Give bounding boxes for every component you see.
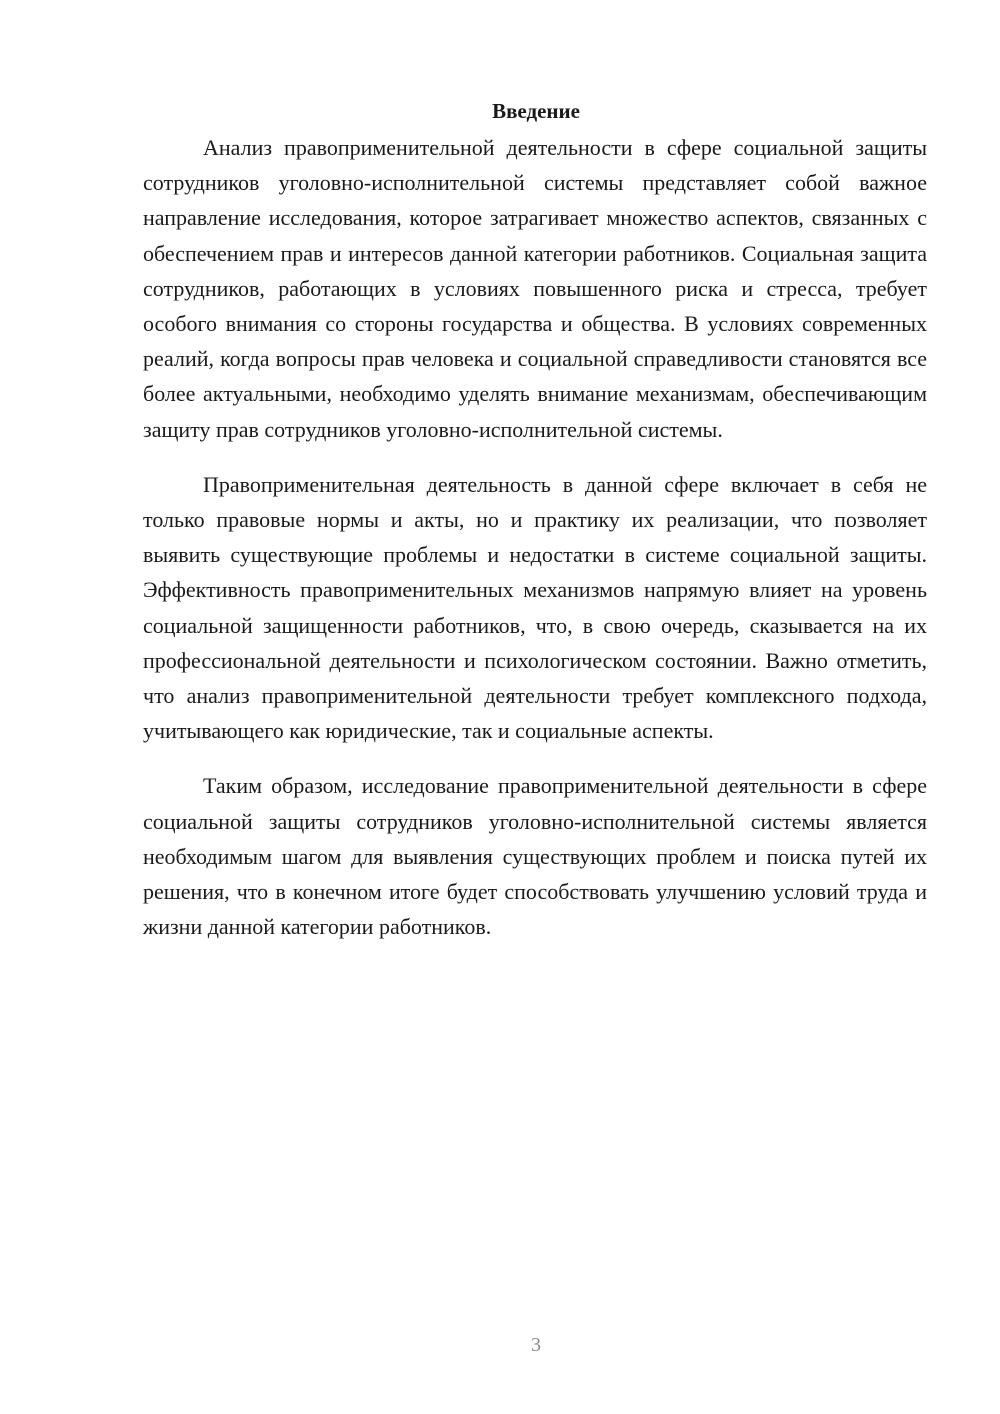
- document-page: [143, 96, 927, 944]
- paragraph-1: Анализ правоприменительной деятельности в сфере социальной защиты сотрудников уголовно-исполнительной системы представляет собой важное направление исследования, которое затрагивает множество аспектов, связанных с обеспечением прав и интересов данной категории работников. Социальная защита сотрудников, работающих в условиях повышенного риска и стресса, требует особого внимания со стороны государства и общества. В условиях современных реалий, когда вопросы прав человека и социальной справедливости становятся все более актуальными, необходимо уделять внимание механизмам, обеспечивающим защиту прав сотрудников уголовно-исполнительной системы.: [143, 135, 927, 442]
- paragraph-2: Правоприменительная деятельность в данной сфере включает в себя не только правовые нормы и акты, но и практику их реализации, что позволяет выявить существующие проблемы и недостатки в системе социальной защиты. Эффективность правоприменительных механизмов напрямую влияет на уровень социальной защищенности работников, что, в свою очередь, сказывается на их профессиональной деятельности и психологическом состоянии. Важно отметить, что анализ правоприменительной деятельности требует комплексного подхода, учитывающего как юридические, так и социальные аспекты.: [143, 471, 927, 744]
- page-number: 3: [531, 1334, 541, 1356]
- paragraph-3: Таким образом, исследование правоприменительной деятельности в сфере социальной защиты сотрудников уголовно-исполнительной системы является необходимым шагом для выявления существующих проблем и поиска путей их решения, что в конечном итоге будет способствовать улучшению условий труда и жизни данной категории работников.: [143, 773, 927, 940]
- section-title: Введение: [492, 99, 580, 123]
